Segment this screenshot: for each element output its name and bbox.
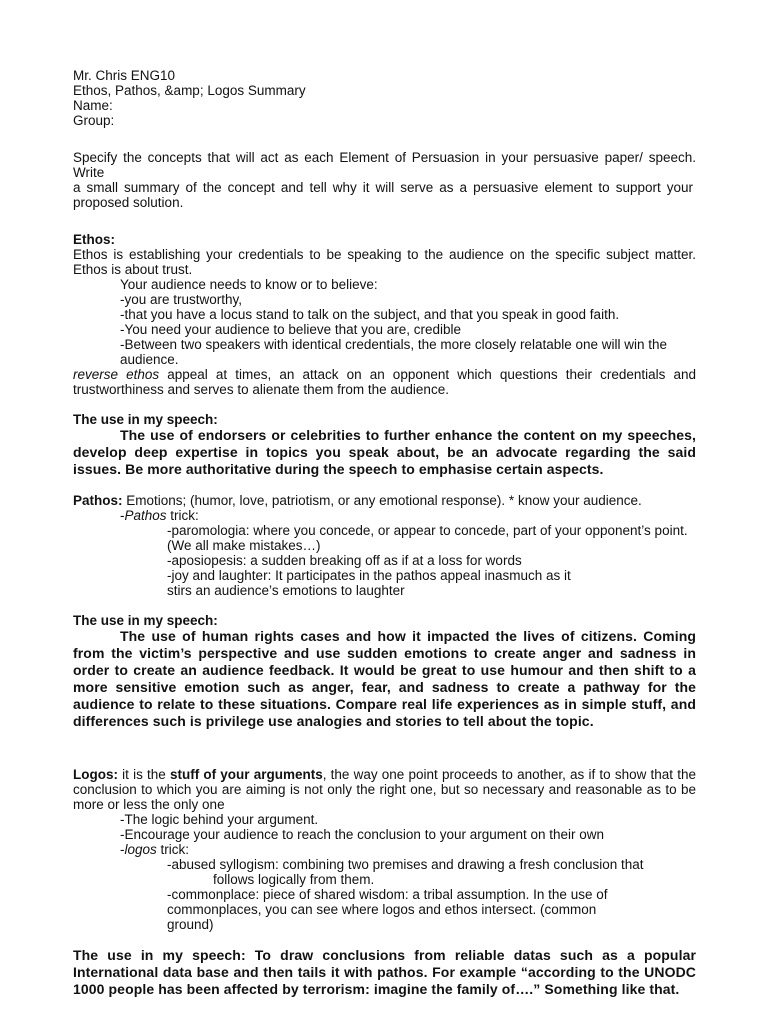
pathos-use-heading: The use in my speech:: [73, 613, 218, 628]
pathos-use-text: The use of human rights cases and how it impacted the lives of citizens. Coming from the victim’s perspective and use sudden emotions to create anger and sadness in order to create an audience feedback. It would be great to use humour and then shift to a more sensitive emotion such as anger, fear, and sadness to create a pathway for the audience to relate to these situations. Compare real life experiences as in simple stuff, and differences such is privilege use analogies and stories to tell about the topic.: [73, 628, 696, 729]
pathos-trick-suffix: trick:: [166, 508, 199, 523]
ethos-use-heading: The use in my speech:: [73, 412, 218, 427]
reverse-ethos-text: appeal at times, an attack on an opponent which questions their credentials and trustworthiness and serves to alienate them from the audience.: [73, 367, 696, 397]
ethos-item: -you are trustworthy,: [120, 292, 243, 307]
ethos-item: -You need your audience to believe that you are, credible: [120, 322, 461, 337]
logos-trick-prefix: -: [120, 842, 125, 857]
instructions-line1: Specify the concepts that will act as each Element of Persuasion in your persuasive paper/ speech. Write: [73, 150, 696, 180]
ethos-item: -that you have a locus stand to talk on the subject, and that you speak in good faith.: [120, 307, 620, 322]
pathos-trick-term: Pathos: [124, 508, 167, 523]
logos-trick-item: -commonplace: piece of shared wisdom: a tribal assumption. In the use of commonplaces, you can see where logos and ethos intersect. (common ground): [167, 887, 608, 932]
logos-trick-label: [73, 842, 696, 857]
ethos-use-text: The use of endorsers or celebrities to further enhance the content on my speeches, develop deep expertise in topics you speak about, be an advocate regarding the said issues. Be more authoritative during the speech to emphasise certain aspects.: [73, 427, 696, 477]
pathos-trick-label: [73, 508, 696, 523]
reverse-ethos-paragraph: [73, 367, 696, 397]
logos-use-text: The use in my speech: To draw conclusions from reliable datas such as a popular International data base and then tails it with pathos. For example “according to the UNODC 1000 people has been affected by terrorism: imagine the family of….” Something like that.: [73, 947, 696, 997]
logos-item: -The logic behind your argument.: [120, 812, 319, 827]
ethos-intro: Your audience needs to know or to believe:: [120, 277, 378, 292]
pathos-trick-prefix: -: [120, 508, 125, 523]
logos-trick-term: logos: [124, 842, 157, 857]
document-title: Ethos, Pathos, &amp; Logos Summary: [73, 83, 306, 98]
pathos-definition: Emotions; (humor, love, patriotism, or any emotional response). * know your audience.: [122, 493, 642, 508]
pathos-heading: Pathos:: [73, 493, 123, 508]
group-field: Group:: [73, 113, 115, 128]
teacher-line: Mr. Chris ENG10: [73, 68, 176, 83]
pathos-trick-item: -aposiopesis: a sudden breaking off as if at a loss for words: [167, 553, 522, 568]
pathos-trick-item: -joy and laughter: It participates in the pathos appeal inasmuch as it stirs an audience’s emotions to laughter: [167, 568, 571, 598]
logos-heading: Logos:: [73, 767, 118, 782]
pathos-trick-item: -paromologia: where you concede, or appear to concede, part of your opponent’s point. (We all make mistakes…): [167, 523, 688, 553]
logos-trick-suffix: trick:: [156, 842, 190, 857]
ethos-heading: Ethos:: [73, 232, 115, 247]
reverse-ethos-term: reverse ethos: [73, 367, 160, 382]
logos-item: -Encourage your audience to reach the conclusion to your argument on their own: [120, 827, 605, 842]
name-field: Name:: [73, 98, 113, 113]
logos-definition: [73, 767, 696, 812]
logos-trick-item: follows logically from them.: [213, 872, 375, 887]
logos-pre: it is the: [118, 767, 170, 782]
pathos-definition-line: [73, 493, 696, 508]
logos-bold-phrase: stuff of your arguments: [169, 767, 323, 782]
ethos-definition: Ethos is establishing your credentials to be speaking to the audience on the specific subject matter. Ethos is about trust.: [73, 247, 696, 277]
ethos-item: -Between two speakers with identical credentials, the more closely relatable one will win the audience.: [120, 337, 668, 367]
logos-post: , the way one point proceeds to another, as if to show that the conclusion to which you are aiming is not only the right one, but so necessary and reasonable as to be more or less the only one: [73, 767, 696, 812]
instructions-line2: a small summary of the concept and tell why it will serve as a persuasive element to support your proposed solution.: [73, 180, 693, 210]
logos-trick-item: -abused syllogism: combining two premises and drawing a fresh conclusion that: [167, 857, 644, 872]
